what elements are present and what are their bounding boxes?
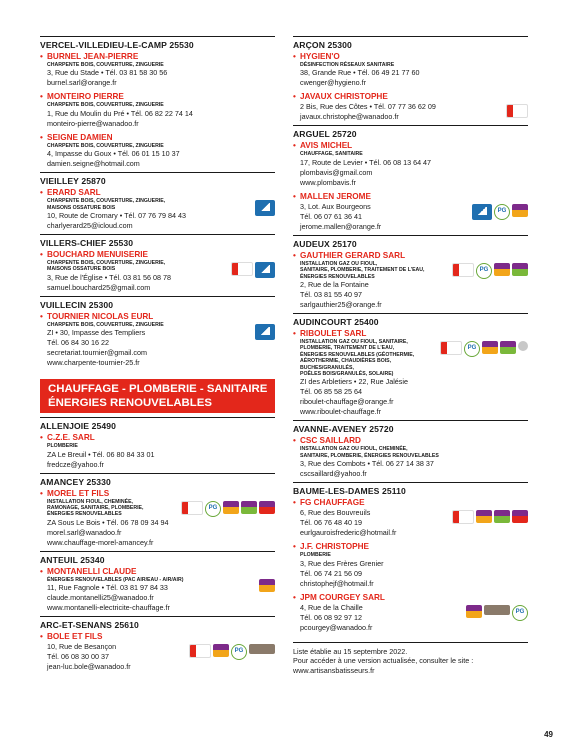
- address-line: 6, Rue des Bouvreuils: [300, 508, 371, 518]
- qualit-label-icon: [512, 204, 528, 217]
- footer-line-2: Pour accéder à une version actualisée, consulter le site :: [293, 656, 474, 666]
- town-header: [40, 473, 275, 488]
- activity-line: ÉNERGIES RENOUVELABLES (GÉOTHERMIE,: [300, 351, 415, 358]
- qualit-bois-label-icon: [512, 510, 528, 523]
- left-groups-b: [40, 417, 275, 675]
- label-badges: [440, 341, 528, 357]
- quality-seal-icon: [518, 341, 528, 351]
- qualit-bois-label-icon: [259, 501, 275, 514]
- contact-link[interactable]: jean-luc.bole@wanadoo.fr: [47, 662, 131, 672]
- artisan-label-icon: [440, 341, 462, 355]
- label-badges: [231, 262, 275, 278]
- town-header: [40, 551, 275, 566]
- address-line: Tél. 06 76 48 40 19: [300, 518, 362, 528]
- chauffage-plus-label-icon: [484, 605, 510, 615]
- company-name: • J.F. CHRISTOPHE: [293, 542, 528, 552]
- town-header: [40, 417, 275, 432]
- entry-spacer: [293, 633, 528, 636]
- activity-line: DÉSINFECTION RÉSEAUX SANITAIRE: [300, 62, 395, 68]
- qualit-enr-label-icon: [494, 510, 510, 523]
- contact-link[interactable]: morel.sarl@wanadoo.fr: [47, 527, 122, 537]
- directory-entry: [40, 52, 275, 91]
- footer-line-1: Liste établie au 15 septembre 2022.: [293, 646, 408, 656]
- activity-line: CHARPENTE BOIS, COUVERTURE, ZINGUERIE: [47, 142, 164, 149]
- town-header: [293, 235, 528, 250]
- town-name: VUILLECIN 25300: [40, 299, 114, 310]
- label-badges: [189, 644, 275, 660]
- entry-spacer: [40, 470, 275, 473]
- entry-spacer: [293, 310, 528, 313]
- artisan-label-icon: [231, 262, 253, 276]
- directory-entry: [40, 433, 275, 472]
- town-name: AVANNE-AVENEY 25720: [293, 424, 394, 435]
- town-header: [40, 172, 275, 187]
- entry-spacer: [293, 232, 528, 235]
- address-line: Tél. 06 08 92 97 12: [300, 612, 362, 622]
- address-line: 3, Rue des Combots • Tél. 06 27 14 38 37: [300, 459, 434, 469]
- entry-spacer: [293, 88, 528, 91]
- artisan-label-icon: [452, 510, 474, 524]
- address-line: 3, Lot. Aux Bourgeons: [300, 201, 371, 211]
- directory-entry: [40, 632, 275, 675]
- town-name: ANTEUIL 25340: [40, 554, 105, 565]
- address-line: 3, Rue des Frères Grenier: [300, 558, 384, 568]
- activity-line: CHAUFFAGE, SANITAIRE: [300, 151, 363, 158]
- rge-label-icon: [255, 200, 275, 216]
- company-name: • MOREL ET FILS: [40, 489, 275, 499]
- company-name: • BURNEL JEAN-PIERRE: [40, 52, 275, 62]
- footer-note: [293, 642, 528, 676]
- address-line: 10, Rue de Besançon: [47, 642, 117, 652]
- directory-entry: [40, 250, 275, 296]
- directory-entry: [40, 489, 275, 551]
- town-name: AUDEUX 25170: [293, 238, 357, 249]
- address-line: ZI des Arbletiers • 22, Rue Jalésie: [300, 377, 408, 387]
- activity-line: PLOMBERIE: [300, 552, 331, 559]
- company-name: • AVIS MICHEL: [293, 141, 528, 151]
- entry-spacer: [293, 479, 528, 482]
- contact-link[interactable]: monteiro-pierre@wanadoo.fr: [47, 118, 139, 128]
- entry-spacer: [40, 293, 275, 296]
- entry-spacer: [40, 613, 275, 616]
- address-line: ZA Le Breuil • Tél. 06 80 84 33 01: [47, 449, 155, 459]
- activity-line: SANITAIRE, PLOMBERIE, TRAITEMENT DE L'EAU,: [300, 267, 425, 274]
- artisan-label-icon: [506, 104, 528, 118]
- qualit-enr-label-icon: [500, 341, 516, 354]
- qualit-enr-label-icon: [512, 263, 528, 276]
- entry-spacer: [40, 88, 275, 91]
- contact-link[interactable]: www.chauffage-morel-amancey.fr: [47, 537, 154, 547]
- company-name: • ERARD SARL: [40, 188, 275, 198]
- town-name: VILLERS-CHIEF 25530: [40, 238, 134, 249]
- company-name: • JAVAUX CHRISTOPHE: [293, 92, 528, 102]
- company-name: • BOLE ET FILS: [40, 632, 275, 642]
- directory-entry: [40, 312, 275, 371]
- town-header: [293, 420, 528, 435]
- directory-entry: [293, 542, 528, 591]
- activity-line: CHARPENTE BOIS, COUVERTURE, ZINGUERIE,: [47, 260, 166, 267]
- company-name: • CSC SAILLARD: [293, 436, 528, 446]
- contact-link[interactable]: damien.seigne@hotmail.com: [47, 159, 140, 169]
- pg-label-icon: [205, 501, 221, 517]
- address-line: 11, Rue Fagnole • Tél. 03 81 97 84 33: [47, 583, 168, 593]
- artisan-label-icon: [181, 501, 203, 515]
- label-badges: [181, 501, 275, 517]
- contact-link[interactable]: fredcze@yahoo.fr: [47, 459, 104, 469]
- town-header: [40, 296, 275, 311]
- town-name: AMANCEY 25330: [40, 476, 111, 487]
- activity-line: CHARPENTE BOIS, COUVERTURE, ZINGUERIE: [47, 62, 164, 68]
- town-name: ALLENJOIE 25490: [40, 421, 117, 432]
- contact-link[interactable]: secretariat.tournier@gmail.com: [47, 348, 147, 358]
- address-line: 3, Rue de l'Église • Tél. 03 81 56 08 78: [47, 272, 172, 282]
- company-name: • HYGIEN'O: [293, 52, 528, 62]
- directory-entry: [40, 567, 275, 616]
- town-name: VERCEL-VILLEDIEU-LE-CAMP 25530: [40, 40, 194, 50]
- address-line: Tél. 06 84 30 16 22: [47, 338, 109, 348]
- pg-label-icon: [512, 605, 528, 621]
- address-line: 4, Rue de la Chaille: [300, 602, 363, 612]
- company-name: • TOURNIER NICOLAS EURL: [40, 312, 275, 322]
- contact-link[interactable]: christophejf@hotmail.fr: [300, 578, 374, 588]
- label-badges: [452, 263, 528, 279]
- directory-entry: [40, 133, 275, 172]
- right-groups: [293, 36, 528, 636]
- town-header: [293, 36, 528, 51]
- activity-line: CHARPENTE BOIS, COUVERTURE, ZINGUERIE,: [47, 198, 166, 205]
- qualit-label-icon: [494, 263, 510, 276]
- rge-label-icon: [255, 262, 275, 278]
- section-banner: [40, 379, 275, 413]
- company-name: • MALLEN JEROME: [293, 192, 528, 202]
- qualit-label-icon: [482, 341, 498, 354]
- activity-line: BUCHES/GRANULÉS,: [300, 364, 354, 371]
- company-name: • SEIGNE DAMIEN: [40, 133, 275, 143]
- contact-link[interactable]: burnel.sarl@orange.fr: [47, 78, 117, 88]
- qualit-label-icon: [213, 644, 229, 657]
- activity-line: INSTALLATION GAZ OU FIOUL,: [300, 260, 378, 267]
- address-line: 17, Route de Levier • Tél. 06 08 13 64 47: [300, 157, 432, 167]
- town-header: [40, 616, 275, 631]
- label-badges: [472, 204, 528, 220]
- town-header: [40, 234, 275, 249]
- page-number: 49: [544, 730, 553, 739]
- activity-line: INSTALLATION FIOUL, CHEMINÉE,: [47, 498, 133, 505]
- directory-entry: [293, 498, 528, 541]
- address-line: 10, Route de Cromary • Tél. 07 76 79 84 43: [47, 211, 187, 221]
- activity-line: ÉNERGIES RENOUVELABLES (PAC AIR/EAU - AIR/AIR): [47, 576, 184, 583]
- contact-link[interactable]: www.riboulet-chauffage.fr: [300, 407, 381, 417]
- address-line: ZI • 30, Impasse des Templiers: [47, 328, 146, 338]
- contact-link[interactable]: www.montanelli-electricite-chauffage.fr: [47, 603, 170, 613]
- town-name: AUDINCOURT 25400: [293, 317, 379, 328]
- directory-entry: [293, 329, 528, 420]
- activity-line: POÊLES BOIS/GRANULÉS, SOLAIRE): [300, 371, 394, 378]
- pg-label-icon: [476, 263, 492, 279]
- address-line: Tél. 06 07 61 36 41: [300, 211, 362, 221]
- section-title-line-2: ÉNERGIES RENOUVELABLES: [48, 397, 212, 410]
- entry-spacer: [40, 368, 275, 371]
- address-line: ZA Sous Le Bois • Tél. 06 78 09 34 94: [47, 517, 169, 527]
- contact-link[interactable]: plombavis@gmail.com: [300, 167, 373, 177]
- directory-entry: [293, 92, 528, 125]
- contact-link[interactable]: charlyerard25@icloud.com: [47, 221, 133, 231]
- address-line: 1, Rue du Moulin du Pré • Tél. 06 82 22 74 14: [47, 108, 193, 118]
- right-column: [293, 36, 528, 675]
- address-line: 4, Impasse du Goux • Tél. 06 01 15 10 37: [47, 149, 180, 159]
- town-header: [293, 313, 528, 328]
- directory-entry: [293, 192, 528, 235]
- label-badges: [506, 104, 528, 118]
- town-header: [40, 36, 275, 51]
- entry-spacer: [293, 589, 528, 592]
- pg-label-icon: [231, 644, 247, 660]
- contact-link[interactable]: eurlgauroisfrederic@hotmail.fr: [300, 528, 397, 538]
- rge-label-icon: [255, 324, 275, 340]
- artisan-label-icon: [189, 644, 211, 658]
- address-line: 2 Bis, Rue des Côtes • Tél. 07 77 36 62 09: [300, 102, 436, 112]
- activity-line: MAISONS OSSATURE BOIS: [47, 266, 116, 273]
- activity-line: CHARPENTE BOIS, COUVERTURE, ZINGUERIE: [47, 102, 164, 109]
- contact-link[interactable]: www.plombavis.fr: [300, 177, 356, 187]
- label-badges: [255, 200, 275, 216]
- qualit-label-icon: [223, 501, 239, 514]
- contact-link[interactable]: cwenger@hygieno.fr: [300, 78, 367, 88]
- address-line: 38, Grande Rue • Tél. 06 49 21 77 60: [300, 68, 420, 78]
- label-badges: [259, 579, 275, 592]
- qualit-enr-label-icon: [241, 501, 257, 514]
- contact-link[interactable]: samuel.bouchard25@gmail.com: [47, 282, 151, 292]
- section-title-line-1: CHAUFFAGE - PLOMBERIE - SANITAIRE: [48, 383, 268, 396]
- entry-spacer: [40, 548, 275, 551]
- contact-link[interactable]: www.charpente-tournier-25.fr: [47, 358, 140, 368]
- directory-entry: [40, 188, 275, 234]
- company-name: • C.Z.E. SARL: [40, 433, 275, 443]
- company-name: • MONTEIRO PIERRE: [40, 92, 275, 102]
- entry-spacer: [40, 231, 275, 234]
- entry-spacer: [40, 672, 275, 675]
- directory-entry: [293, 593, 528, 636]
- activity-line: INSTALLATION GAZ OU FIOUL, SANITAIRE,: [300, 339, 408, 346]
- pg-label-icon: [464, 341, 480, 357]
- directory-entry: [293, 52, 528, 91]
- entry-spacer: [40, 169, 275, 172]
- contact-link[interactable]: pcourgey@wanadoo.fr: [300, 622, 373, 632]
- activity-line: CHARPENTE BOIS, COUVERTURE, ZINGUERIE: [47, 321, 164, 328]
- company-name: • FG CHAUFFAGE: [293, 498, 528, 508]
- left-groups-a: [40, 36, 275, 371]
- town-name: ARC-ET-SENANS 25610: [40, 620, 139, 631]
- activity-line: MAISONS OSSATURE BOIS: [47, 204, 116, 211]
- left-column: [40, 36, 275, 675]
- town-name: BAUME-LES-DAMES 25110: [293, 486, 406, 497]
- address-line: Tél. 06 08 30 00 37: [47, 652, 109, 662]
- directory-entry: [293, 251, 528, 313]
- directory-entry: [293, 436, 528, 482]
- company-name: • JPM COURGEY SARL: [293, 593, 528, 603]
- activity-line: PLOMBERIE: [47, 443, 78, 450]
- artisan-label-icon: [452, 263, 474, 277]
- company-name: • GAUTHIER GERARD SARL: [293, 251, 528, 261]
- address-line: Tél. 06 85 58 25 64: [300, 387, 362, 397]
- label-badges: [452, 510, 528, 524]
- entry-spacer: [293, 188, 528, 191]
- town-name: ARÇON 25300: [293, 40, 352, 50]
- activity-line: RAMONAGE, SANITAIRE, PLOMBERIE,: [47, 505, 144, 512]
- pg-label-icon: [494, 204, 510, 220]
- address-line: Tél. 06 74 21 56 09: [300, 568, 362, 578]
- company-name: • MONTANELLI CLAUDE: [40, 567, 275, 577]
- activity-line: SANITAIRE, PLOMBERIE, ÉNERGIES RENOUVELABLES: [300, 452, 439, 459]
- company-name: • RIBOULET SARL: [293, 329, 528, 339]
- entry-spacer: [293, 538, 528, 541]
- directory-entry: [293, 141, 528, 190]
- qualit-label-icon: [259, 579, 275, 592]
- qualit-label-icon: [476, 510, 492, 523]
- town-header: [293, 482, 528, 497]
- contact-link[interactable]: riboulet-chauffage@orange.fr: [300, 397, 394, 407]
- town-name: ARGUEL 25720: [293, 129, 357, 140]
- contact-link[interactable]: claude.montanelli25@wanadoo.fr: [47, 593, 154, 603]
- address-line: 2, Rue de la Fontaine: [300, 280, 369, 290]
- label-badges: [466, 605, 528, 621]
- chauffage-plus-label-icon: [249, 644, 275, 654]
- directory-entry: [40, 92, 275, 131]
- town-name: VIEILLEY 25870: [40, 176, 106, 187]
- rge-label-icon: [472, 204, 492, 220]
- contact-link[interactable]: javaux.christophe@wanadoo.fr: [300, 112, 399, 122]
- address-line: 3, Rue du Stade • Tél. 03 81 58 30 56: [47, 68, 168, 78]
- footer-line-3[interactable]: www.artisansbatisseurs.fr: [293, 665, 375, 675]
- qualit-label-icon: [466, 605, 482, 618]
- activity-line: AÉROTHERMIE, CHAUDIÈRES BOIS,: [300, 358, 392, 365]
- town-header: [293, 125, 528, 140]
- entry-spacer: [293, 122, 528, 125]
- entry-spacer: [293, 417, 528, 420]
- company-name: • BOUCHARD MENUISERIE: [40, 250, 275, 260]
- address-line: Tél. 03 81 55 40 97: [300, 290, 362, 300]
- activity-line: PLOMBERIE, TRAITEMENT DE L'EAU,: [300, 345, 395, 352]
- entry-spacer: [40, 129, 275, 132]
- contact-link[interactable]: jerome.mallen@orange.fr: [300, 221, 382, 231]
- activity-line: ÉNERGIES RENOUVELABLES: [300, 273, 375, 280]
- activity-line: INSTALLATION GAZ OU FIOUL, CHEMINÉE,: [300, 446, 408, 453]
- contact-link[interactable]: cscsaillard@yahoo.fr: [300, 469, 367, 479]
- activity-line: ÉNERGIES RENOUVELABLES: [47, 511, 122, 518]
- label-badges: [255, 324, 275, 340]
- contact-link[interactable]: sarlgauthier25@orange.fr: [300, 300, 382, 310]
